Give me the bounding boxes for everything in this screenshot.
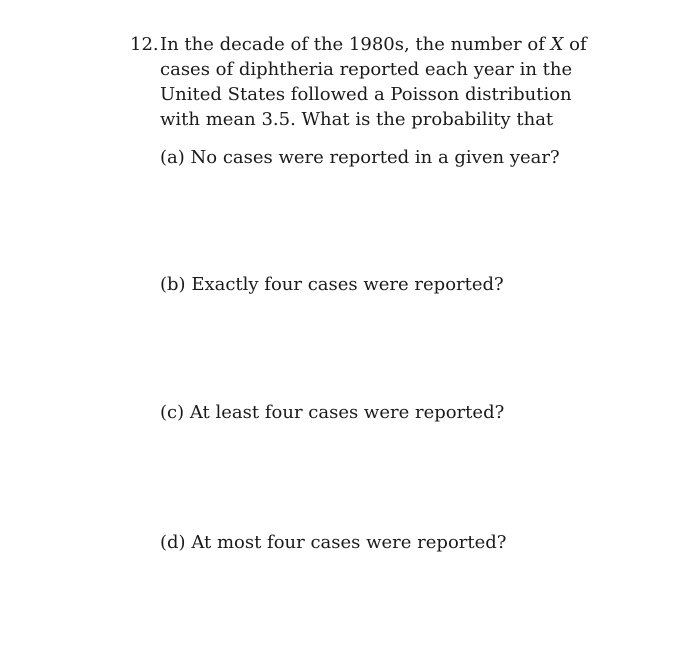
- part-b-label: (b): [160, 274, 186, 295]
- part-c-label: (c): [160, 402, 185, 423]
- variable-x: X: [550, 34, 564, 55]
- problem-stem-text-1: In the decade of the 1980s, the number of: [160, 34, 551, 55]
- part-a: [160, 145, 560, 170]
- part-a-label: (a): [160, 147, 185, 168]
- part-d: [160, 530, 506, 555]
- part-a-text: No cases were reported in a given year?: [190, 147, 560, 168]
- part-b-text: Exactly four cases were reported?: [191, 274, 504, 295]
- part-d-label: (d): [160, 532, 186, 553]
- problem-stem-text-2: of cases of diphtheria reported each year in the United States followed a Poisson distribution with mean 3.5. What is the probability that: [160, 34, 587, 130]
- problem-number: 12.: [130, 34, 159, 55]
- part-d-text: At most four cases were reported?: [191, 532, 507, 553]
- part-b: [160, 272, 504, 297]
- part-c: [160, 400, 504, 425]
- problem-stem: [160, 32, 590, 132]
- part-c-text: At least four cases were reported?: [189, 402, 505, 423]
- problem-12: [130, 32, 590, 132]
